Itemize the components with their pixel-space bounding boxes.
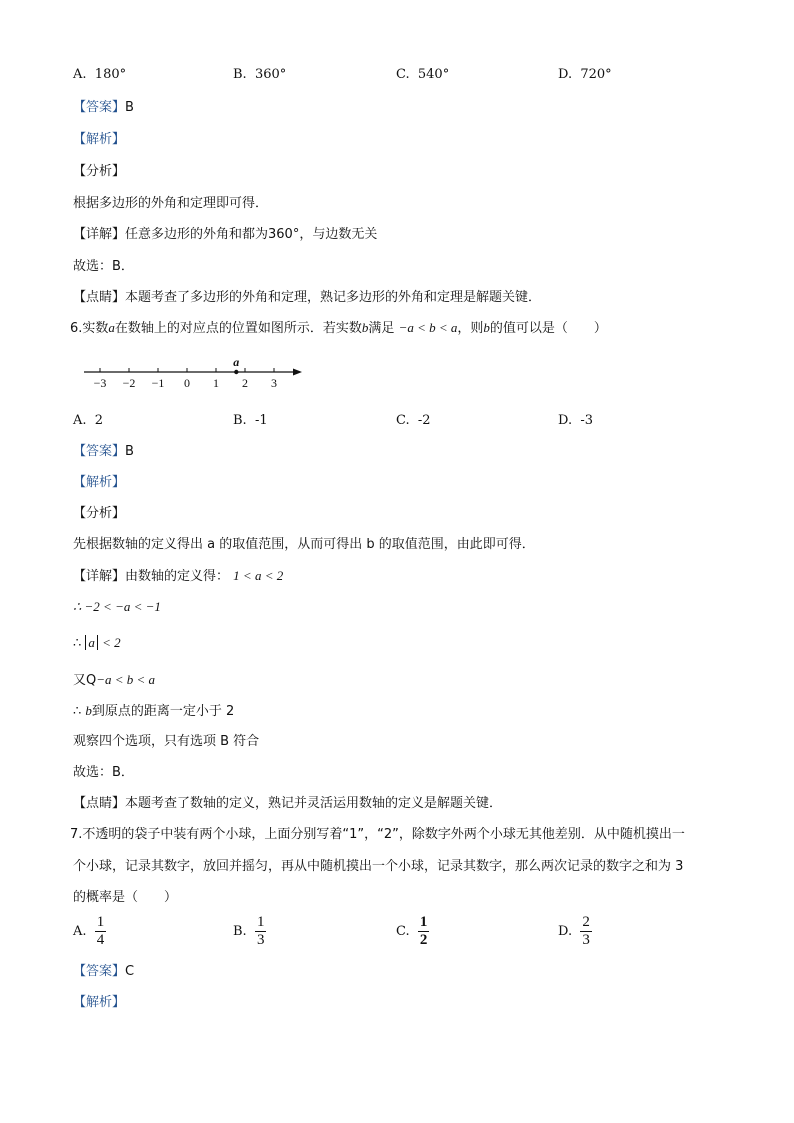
- answer-tag: 【答案】: [73, 964, 126, 979]
- q6-fenxi-text: 先根据数轴的定义得出 a 的取值范围，从而可得出 b 的取值范围，由此即可得．: [73, 537, 535, 552]
- q7-analysis-line: [73, 994, 125, 1012]
- q6-comment-line: [73, 795, 502, 813]
- option-letter: D.: [558, 67, 573, 82]
- q5-option-c: [396, 67, 449, 82]
- var-b: b: [483, 320, 490, 335]
- option-letter: C.: [396, 924, 410, 939]
- inequality: −a < b < a: [398, 320, 458, 335]
- option-letter: B.: [233, 413, 247, 428]
- q6-fenxi-tag: 【分析】: [73, 506, 126, 521]
- number-line-tick-label: 0: [184, 376, 190, 390]
- denominator: 2: [419, 932, 428, 948]
- analysis-tag: 【解析】: [73, 475, 126, 490]
- q5-answer-line: [73, 99, 134, 117]
- option-value: 2: [94, 413, 104, 428]
- inequality: < 2: [102, 635, 121, 650]
- q7-stem-line3: 的概率是（ ）: [73, 890, 178, 905]
- detail-math: 1 < a < 2: [233, 568, 284, 583]
- q7-stem-line1: 7.不透明的袋子中装有两个小球，上面分别写着“1”，“2”，除数字外两个小球无其他差别．从中随机摸出一: [70, 827, 685, 842]
- stem-text: 满足: [368, 321, 395, 336]
- q5-detail-line: [73, 226, 377, 244]
- option-letter: A.: [73, 67, 87, 82]
- q7-stem-line2: 个小球，记录其数字，放回并摇匀，再从中随机摸出一个小球，记录其数字，那么两次记录的数字之和为 3: [73, 859, 684, 874]
- detail-tag: 【详解】: [73, 227, 126, 242]
- q6-step4: [73, 702, 234, 721]
- q5-option-d: [558, 67, 612, 82]
- option-value: 540°: [417, 67, 450, 82]
- stem-text: 的值可以是（ ）: [489, 321, 607, 336]
- abs-value: a: [85, 635, 98, 650]
- stem-text: 6.实数: [70, 321, 109, 336]
- option-letter: D.: [558, 413, 573, 428]
- denominator: 3: [256, 932, 265, 948]
- answer-tag: 【答案】: [73, 100, 126, 115]
- option-letter: B.: [233, 67, 247, 82]
- numerator: 1: [256, 914, 265, 930]
- comment-tag: 【点睛】: [73, 290, 126, 305]
- number-line-figure: [80, 350, 310, 392]
- q7-option-a: [73, 914, 106, 949]
- q6-analysis-line: [73, 474, 125, 492]
- step-text: 到原点的距离一定小于 2: [91, 704, 235, 719]
- q5-comment-line: [73, 289, 541, 307]
- q6-option-a: [73, 413, 103, 428]
- var-b: b: [361, 320, 369, 335]
- option-letter: B.: [233, 924, 247, 939]
- option-letter: A.: [73, 924, 87, 939]
- q5-analysis-line: [73, 131, 125, 149]
- comment-tag: 【点睛】: [73, 796, 126, 811]
- step-text: 又Q: [73, 673, 97, 688]
- number-line-tick-label: 1: [213, 376, 219, 390]
- option-value: -3: [580, 413, 594, 428]
- fraction: [580, 914, 592, 949]
- therefore-symbol: ∴: [73, 636, 82, 651]
- detail-text: 任意多边形的外角和都为360°，与边数无关: [125, 227, 378, 242]
- answer-value: B: [125, 100, 134, 115]
- numerator: 1: [419, 914, 428, 930]
- option-value: -2: [417, 413, 431, 428]
- q6-answer-line: [73, 443, 134, 461]
- number-line-tick-label: 2: [242, 376, 248, 390]
- answer-value: B: [125, 444, 134, 459]
- denominator: 4: [96, 932, 105, 948]
- analysis-tag: 【解析】: [73, 995, 126, 1010]
- denominator: 3: [582, 932, 590, 948]
- q7-answer-line: [73, 963, 134, 981]
- var-b: b: [85, 703, 92, 718]
- number-line-tick-label: −3: [93, 376, 107, 390]
- q6-choose: 故选：B．: [73, 765, 134, 780]
- analysis-tag: 【解析】: [73, 132, 126, 147]
- comment-text: 本题考查了多边形的外角和定理，熟记多边形的外角和定理是解题关键．: [125, 290, 542, 305]
- q6-step3: [73, 671, 155, 690]
- inequality: −a < b < a: [96, 672, 156, 687]
- number-line-point: [234, 370, 238, 374]
- numerator: 2: [582, 914, 590, 930]
- q6-option-d: [558, 413, 593, 428]
- option-value: 360°: [254, 67, 287, 82]
- option-value: 720°: [580, 67, 612, 82]
- fraction: [418, 914, 430, 949]
- q5-fenxi-text: 根据多边形的外角和定理即可得．: [73, 196, 269, 211]
- q7-option-d: [558, 914, 592, 949]
- var-a: a: [108, 320, 115, 335]
- option-value: 180°: [94, 67, 127, 82]
- answer-value: C: [125, 964, 135, 979]
- comment-text: 本题考查了数轴的定义，熟记并灵活运用数轴的定义是解题关键．: [125, 796, 503, 811]
- q6-step5: 观察四个选项，只有选项 B 符合: [73, 734, 260, 749]
- option-value: -1: [254, 413, 268, 428]
- q6-stem: [70, 319, 607, 338]
- numerator: 1: [96, 914, 105, 930]
- q6-step2: [73, 634, 121, 653]
- q5-choose: 故选：B．: [73, 259, 134, 274]
- answer-tag: 【答案】: [73, 444, 126, 459]
- fraction: [255, 914, 267, 949]
- q6-step1: ∴ −2 < −a < −1: [73, 599, 161, 614]
- fraction: [95, 914, 107, 949]
- option-letter: A.: [73, 413, 87, 428]
- q7-option-b: [233, 914, 266, 949]
- number-line-tick-label: −1: [151, 376, 165, 390]
- number-line-point-label: a: [233, 355, 240, 369]
- detail-text: 由数轴的定义得：: [125, 569, 230, 584]
- q5-option-a: [73, 67, 126, 82]
- number-line-tick-label: −2: [122, 376, 136, 390]
- detail-tag: 【详解】: [73, 569, 126, 584]
- option-letter: D.: [558, 924, 573, 939]
- q6-detail-line: [73, 567, 283, 586]
- therefore-symbol: ∴: [73, 704, 82, 719]
- arrow-head-icon: [293, 369, 302, 376]
- option-letter: C.: [396, 67, 410, 82]
- number-line-tick-label: 3: [271, 376, 277, 390]
- q7-option-c: [396, 914, 429, 949]
- q5-option-b: [233, 67, 286, 82]
- stem-text: 在数轴上的对应点的位置如图所示．若实数: [114, 321, 362, 336]
- q6-option-b: [233, 413, 268, 428]
- stem-text: ，则: [457, 321, 484, 336]
- q5-fenxi-tag: 【分析】: [73, 164, 126, 179]
- option-letter: C.: [396, 413, 410, 428]
- q6-option-c: [396, 413, 431, 428]
